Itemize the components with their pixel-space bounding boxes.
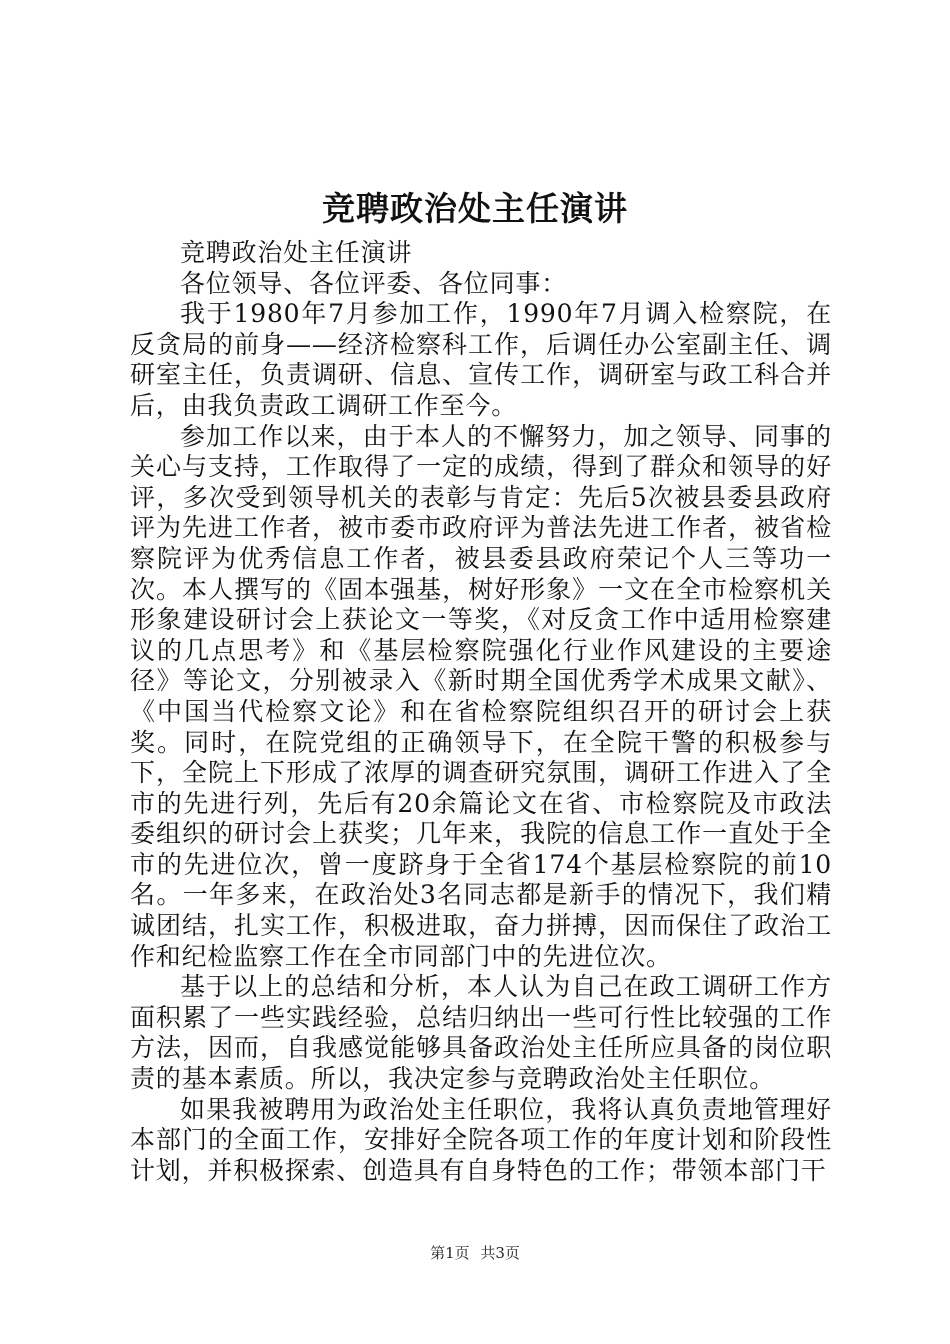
body-paragraph: 如果我被聘用为政治处主任职位，我将认真负责地管理好本部门的全面工作，安排好全院各项工作的年度计划和阶段性计划，并积极探索、创造具有自身特色的工作；带领本部门干 bbox=[130, 1094, 832, 1185]
salutation-paragraph: 各位领导、各位评委、各位同事： bbox=[180, 268, 568, 298]
page-title: 竞聘政治处主任演讲 bbox=[322, 189, 628, 228]
subtitle-paragraph: 竞聘政治处主任演讲 bbox=[180, 238, 413, 267]
document-body bbox=[130, 238, 832, 1186]
page-footer bbox=[0, 1243, 950, 1263]
body-paragraph: 参加工作以来，由于本人的不懈努力，加之领导、同事的关心与支持，工作取得了一定的成绩，得到了群众和领导的好评，多次受到领导机关的表彰与肯定：先后5次被县委县政府评为先进工作者，被市委市政府评为普法先进工作者，被省检察院评为优秀信息工作者，被县委县政府荣记个人三等功一次。本人撰写的《固本强基，树好形象》一文在全市检察机关形象建设研讨会上获论文一等奖，《对反贪工作中适用检察建议的几点思考》和《基层检察院强化行业作风建设的主要途径》等论文，分别被录入《新时期全国优秀学术成果文献》、《中国当代检察文论》和在省检察院组织召开的研讨会上获奖。同时，在院党组的正确领导下，在全院干警的积极参与下，全院上下形成了浓厚的调查研究氛围，调研工作进入了全市的先进行列，先后有20余篇论文在省、市检察院及市政法委组织的研讨会上获奖；几年来，我院的信息工作一直处于全市的先进位次，曾一度跻身于全省174个基层检察院的前10名。一年多来，在政治处3名同志都是新手的情况下，我们精诚团结，扎实工作，积极进取，奋力拼搏，因而保住了政治工作和纪检监察工作在全市同部门中的先进位次。 bbox=[130, 421, 832, 971]
body-paragraph: 基于以上的总结和分析，本人认为自己在政工调研工作方面积累了一些实践经验，总结归纳出一些可行性比较强的工作方法，因而，自我感觉能够具备政治处主任所应具备的岗位职责的基本素质。所以，我决定参与竞聘政治处主任职位。 bbox=[130, 972, 832, 1094]
body-paragraph: 我于1980年7月参加工作，1990年7月调入检察院，在反贪局的前身——经济检察科工作，后调任办公室副主任、调研室主任，负责调研、信息、宣传工作，调研室与政工科合并后，由我负责政工调研工作至今。 bbox=[130, 299, 832, 420]
page-total: 共3页 bbox=[480, 1244, 520, 1262]
page-number: 第1页 bbox=[430, 1244, 470, 1262]
